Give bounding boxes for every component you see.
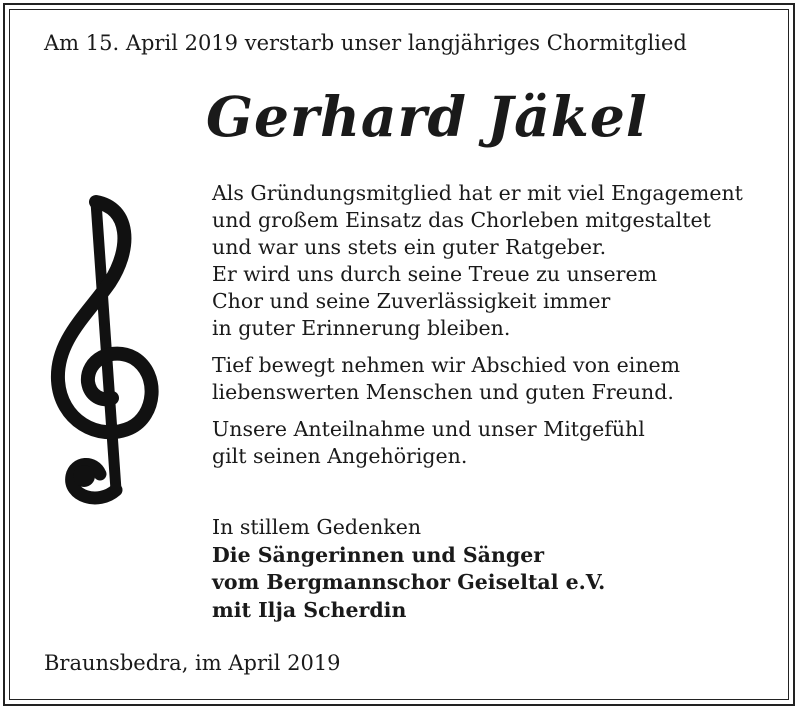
deceased-name: Gerhard Jäkel [206, 84, 648, 149]
text-line: Tief bewegt nehmen wir Abschied von einem [212, 353, 681, 377]
signoff-block [212, 514, 605, 624]
place-date: Braunsbedra, im April 2019 [44, 651, 341, 675]
text-line: und war uns stets ein guter Ratgeber. [212, 235, 607, 259]
text-line: und großem Einsatz das Chorleben mitgestaltet [212, 208, 711, 232]
signer-line: vom Bergmannschor Geiseltal e.V. [212, 570, 606, 594]
signoff-greeting: In stillem Gedenken [212, 515, 422, 539]
treble-clef-icon [38, 190, 168, 510]
text-line: Unsere Anteilnahme und unser Mitgefühl [212, 417, 645, 441]
signer-line: mit Ilja Scherdin [212, 597, 407, 622]
message-body [212, 180, 743, 480]
text-line: Als Gründungsmitglied hat er mit viel Engagement [212, 181, 743, 205]
signer-line: Die Sängerinnen und Sänger [212, 542, 545, 567]
text-line: Er wird uns durch seine Treue zu unserem [212, 262, 658, 286]
paragraph-tribute [212, 180, 743, 342]
paragraph-condolence [212, 416, 743, 470]
text-line: Chor und seine Zuverlässigkeit immer [212, 289, 611, 313]
intro-line: Am 15. April 2019 verstarb unser langjähriges Chormitglied [44, 31, 687, 55]
text-line: in guter Erinnerung bleiben. [212, 316, 511, 340]
paragraph-farewell [212, 352, 743, 406]
text-line: gilt seinen Angehörigen. [212, 444, 468, 468]
text-line: liebenswerten Menschen und guten Freund. [212, 380, 674, 404]
